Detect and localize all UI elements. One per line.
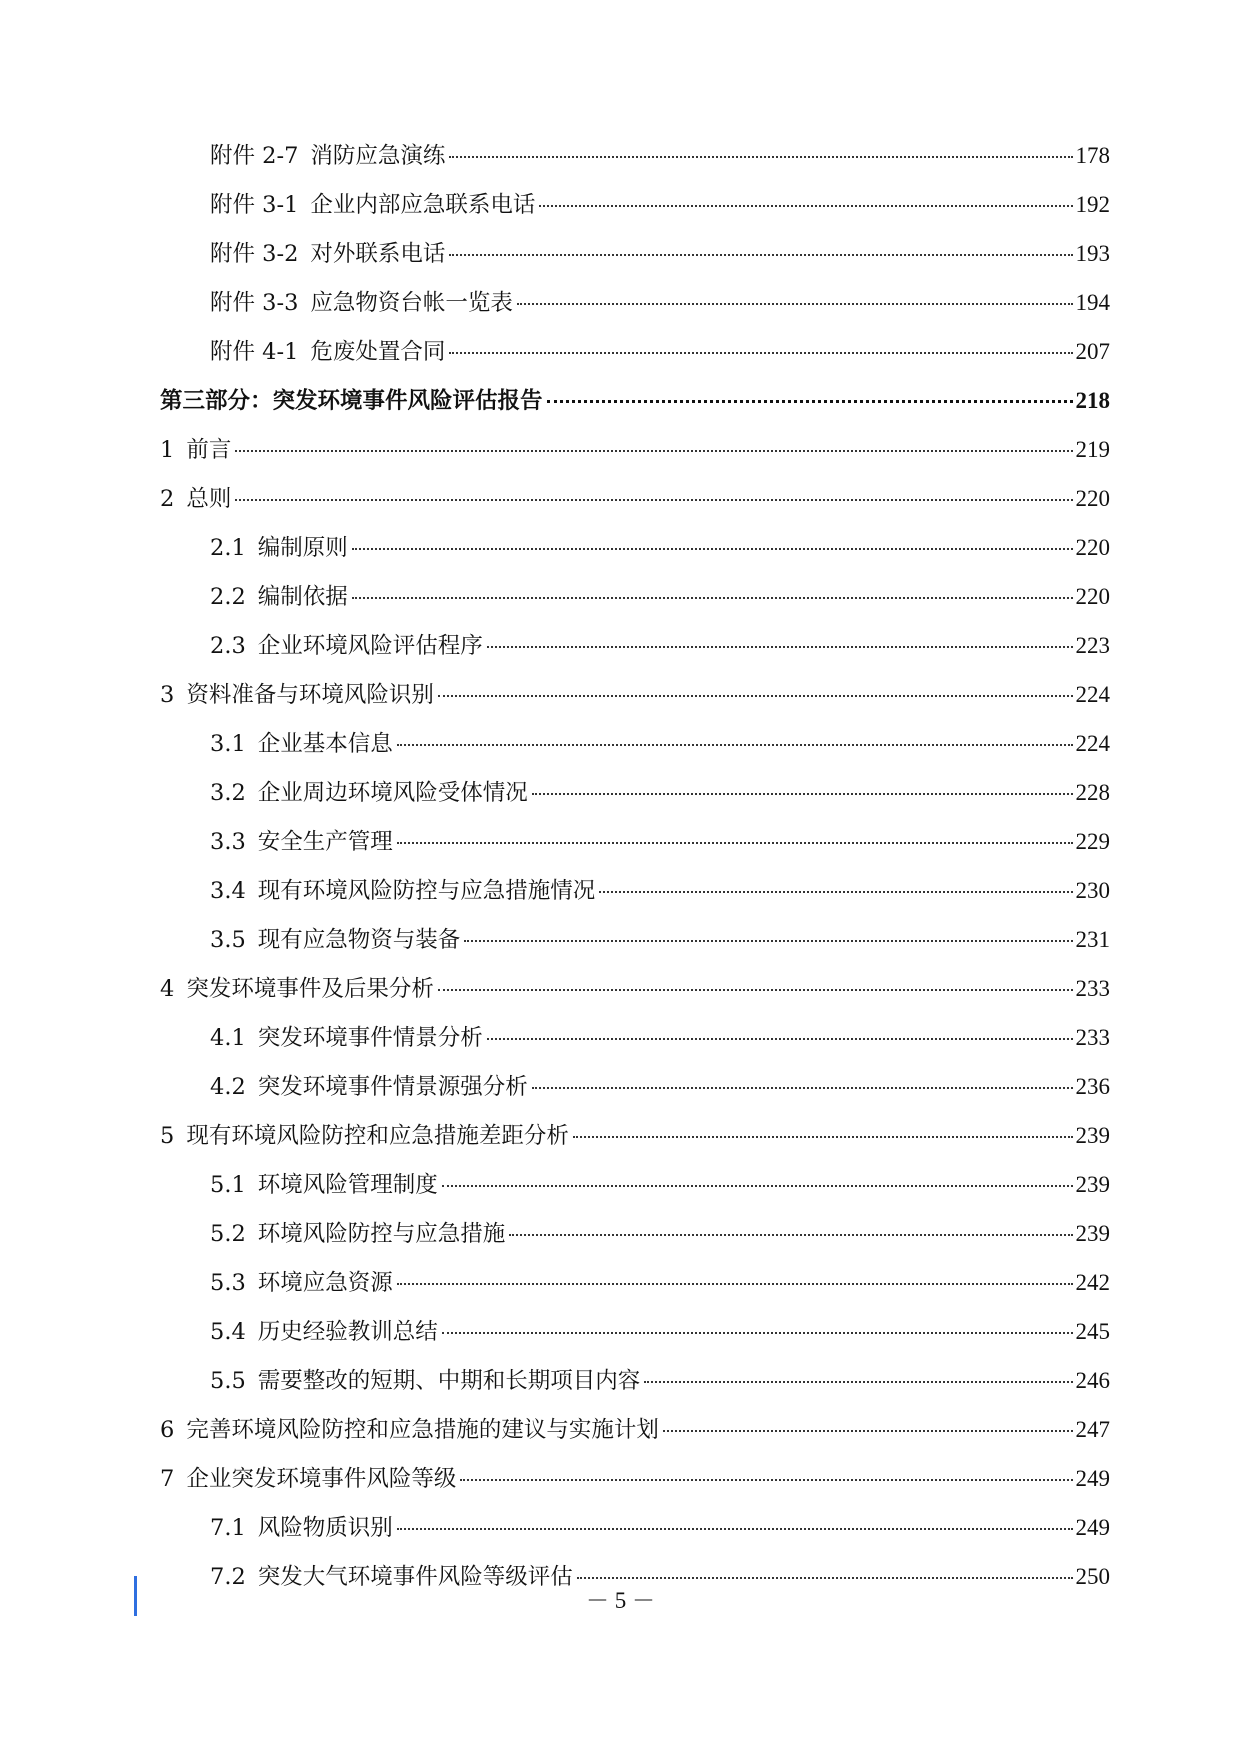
toc-entry-page: 246 [1075,1368,1110,1393]
toc-entry-page: 178 [1075,143,1110,168]
page-number: － 5 － [586,1588,655,1613]
toc-entry-number: 2.3 [210,633,246,659]
toc-entry[interactable] [160,285,1110,334]
toc-entry-number: 4 [160,976,175,1002]
toc-entry-number: 5.4 [210,1319,246,1345]
toc-entry-title: 危废处置合同 [310,339,446,365]
table-of-contents [160,138,1110,1608]
toc-entry-title: 企业基本信息 [257,731,393,757]
toc-entry-page: 239 [1075,1172,1110,1197]
toc-entry[interactable] [160,922,1110,971]
toc-entry-page: 249 [1075,1515,1110,1540]
toc-entry-title: 企业内部应急联系电话 [310,192,536,218]
toc-entry-page: 228 [1075,780,1110,805]
toc-entry[interactable] [160,432,1110,481]
toc-entry-page: 233 [1075,976,1110,1001]
toc-dot-leader [460,1479,1072,1481]
toc-entry-title: 第三部分：突发环境事件风险评估报告 [160,388,543,414]
toc-entry-title: 企业突发环境事件风险等级 [186,1466,457,1492]
toc-dot-leader [577,1577,1073,1579]
toc-entry[interactable] [160,236,1110,285]
toc-dot-leader [397,842,1073,844]
toc-entry-page: 229 [1075,829,1110,854]
toc-entry-page: 219 [1075,437,1110,462]
toc-entry[interactable] [160,1118,1110,1167]
toc-entry[interactable] [160,1412,1110,1461]
toc-entry[interactable] [160,1314,1110,1363]
toc-entry-number: 附件 3-2 [210,241,299,267]
toc-entry[interactable] [160,1216,1110,1265]
toc-dot-leader [397,744,1073,746]
toc-entry-title: 资料准备与环境风险识别 [186,682,434,708]
toc-dot-leader [397,1528,1073,1530]
toc-entry-title: 完善环境风险防控和应急措施的建议与实施计划 [186,1417,659,1443]
toc-entry-number: 附件 4-1 [210,339,299,365]
toc-entry-title: 现有环境风险防控和应急措施差距分析 [186,1123,569,1149]
toc-dot-leader [235,499,1072,501]
toc-entry-number: 6 [160,1417,175,1443]
toc-entry[interactable] [160,579,1110,628]
toc-entry-number: 7.2 [210,1564,246,1590]
toc-entry-page: 239 [1075,1123,1110,1148]
toc-entry-number: 5.5 [210,1368,246,1394]
toc-entry-title: 突发环境事件情景分析 [257,1025,483,1051]
toc-entry[interactable] [160,530,1110,579]
toc-entry-page: 224 [1075,682,1110,707]
toc-entry-title: 现有环境风险防控与应急措施情况 [257,878,596,904]
toc-entry-page: 247 [1075,1417,1110,1442]
toc-entry-number: 3.1 [210,731,246,757]
toc-entry-title: 历史经验教训总结 [257,1319,438,1345]
toc-entry-page: 220 [1075,584,1110,609]
toc-entry-number: 4.2 [210,1074,246,1100]
toc-dot-leader [599,891,1072,893]
toc-entry-number: 3 [160,682,175,708]
toc-entry-page: 220 [1075,486,1110,511]
toc-entry[interactable] [160,824,1110,873]
toc-entry-page: 236 [1075,1074,1110,1099]
toc-entry-title: 突发环境事件情景源强分析 [257,1074,528,1100]
toc-entry[interactable] [160,481,1110,530]
toc-entry-number: 7.1 [210,1515,246,1541]
toc-dot-leader [573,1136,1073,1138]
toc-entry-page: 250 [1075,1564,1110,1589]
toc-dot-leader [449,156,1072,158]
toc-entry-number: 1 [160,437,175,463]
toc-entry-title: 突发大气环境事件风险等级评估 [257,1564,573,1590]
toc-entry-number: 附件 3-1 [210,192,299,218]
toc-dot-leader [532,1087,1073,1089]
toc-entry-page: 223 [1075,633,1110,658]
toc-entry-number: 3.2 [210,780,246,806]
toc-entry-title: 现有应急物资与装备 [257,927,461,953]
toc-entry-title: 应急物资台帐一览表 [310,290,513,316]
toc-entry-number: 2.2 [210,584,246,610]
toc-dot-leader [352,597,1073,599]
toc-entry[interactable] [160,1363,1110,1412]
toc-entry-number: 5.2 [210,1221,246,1247]
toc-entry-title: 编制依据 [257,584,348,610]
toc-entry-page: 233 [1075,1025,1110,1050]
toc-entry-page: 192 [1075,192,1110,217]
toc-entry-page: 249 [1075,1466,1110,1491]
toc-entry[interactable] [160,1167,1110,1216]
toc-entry-page: 242 [1075,1270,1110,1295]
toc-entry-title: 前言 [186,437,232,463]
toc-entry[interactable] [160,628,1110,677]
toc-dot-leader [517,303,1073,305]
toc-dot-leader [449,352,1072,354]
toc-entry[interactable] [160,1510,1110,1559]
toc-entry[interactable] [160,1020,1110,1069]
toc-entry[interactable] [160,677,1110,726]
toc-dot-leader [487,646,1073,648]
toc-entry-page: 207 [1075,339,1110,364]
toc-entry-number: 4.1 [210,1025,246,1051]
toc-entry-title: 企业环境风险评估程序 [257,633,483,659]
toc-dot-leader [442,1185,1073,1187]
toc-entry-number: 附件 2-7 [210,143,299,169]
toc-entry-title: 突发环境事件及后果分析 [186,976,434,1002]
toc-dot-leader [663,1430,1073,1432]
toc-dot-leader [464,940,1072,942]
text-cursor-marker [134,1576,137,1616]
toc-dot-leader [438,695,1073,697]
toc-dot-leader [532,793,1073,795]
toc-entry[interactable] [160,775,1110,824]
toc-entry[interactable] [160,873,1110,922]
toc-entry[interactable] [160,1461,1110,1510]
toc-entry-number: 3.5 [210,927,246,953]
toc-entry-number: 2.1 [210,535,246,561]
toc-entry-page: 230 [1075,878,1110,903]
toc-entry-number: 5 [160,1123,175,1149]
toc-dot-leader [644,1381,1072,1383]
toc-entry-title: 编制原则 [257,535,348,561]
toc-entry-number: 7 [160,1466,175,1492]
toc-dot-leader [547,400,1073,403]
toc-dot-leader [442,1332,1073,1334]
toc-entry-title: 消防应急演练 [310,143,446,169]
toc-entry-page: 193 [1075,241,1110,266]
toc-entry-title: 需要整改的短期、中期和长期项目内容 [257,1368,641,1394]
toc-entry-title: 对外联系电话 [310,241,446,267]
toc-entry-title: 环境应急资源 [257,1270,393,1296]
toc-dot-leader [509,1234,1072,1236]
toc-entry-title: 风险物质识别 [257,1515,393,1541]
toc-entry[interactable] [160,138,1110,187]
toc-entry-page: 218 [1075,388,1110,413]
toc-dot-leader [487,1038,1073,1040]
toc-entry[interactable] [160,1265,1110,1314]
toc-entry-number: 2 [160,486,175,512]
toc-entry-title: 总则 [186,486,232,512]
toc-entry-title: 企业周边环境风险受体情况 [257,780,528,806]
toc-entry-title: 环境风险防控与应急措施 [257,1221,506,1247]
toc-entry-page: 245 [1075,1319,1110,1344]
toc-dot-leader [397,1283,1073,1285]
toc-dot-leader [449,254,1072,256]
toc-entry[interactable] [160,726,1110,775]
toc-entry-title: 安全生产管理 [257,829,393,855]
toc-dot-leader [539,205,1072,207]
toc-entry-number: 附件 3-3 [210,290,299,316]
toc-dot-leader [438,989,1073,991]
toc-entry[interactable] [160,383,1110,432]
toc-entry-number: 5.1 [210,1172,246,1198]
toc-entry-page: 239 [1075,1221,1110,1246]
toc-entry-page: 224 [1075,731,1110,756]
toc-entry[interactable] [160,1069,1110,1118]
toc-entry-page: 231 [1075,927,1110,952]
toc-entry[interactable] [160,971,1110,1020]
toc-entry-number: 3.4 [210,878,246,904]
toc-dot-leader [235,450,1072,452]
toc-entry-number: 5.3 [210,1270,246,1296]
toc-entry-page: 220 [1075,535,1110,560]
toc-entry-title: 环境风险管理制度 [257,1172,438,1198]
toc-entry[interactable] [160,334,1110,383]
toc-entry-number: 3.3 [210,829,246,855]
toc-entry[interactable] [160,187,1110,236]
toc-entry-page: 194 [1075,290,1110,315]
toc-dot-leader [352,548,1073,550]
